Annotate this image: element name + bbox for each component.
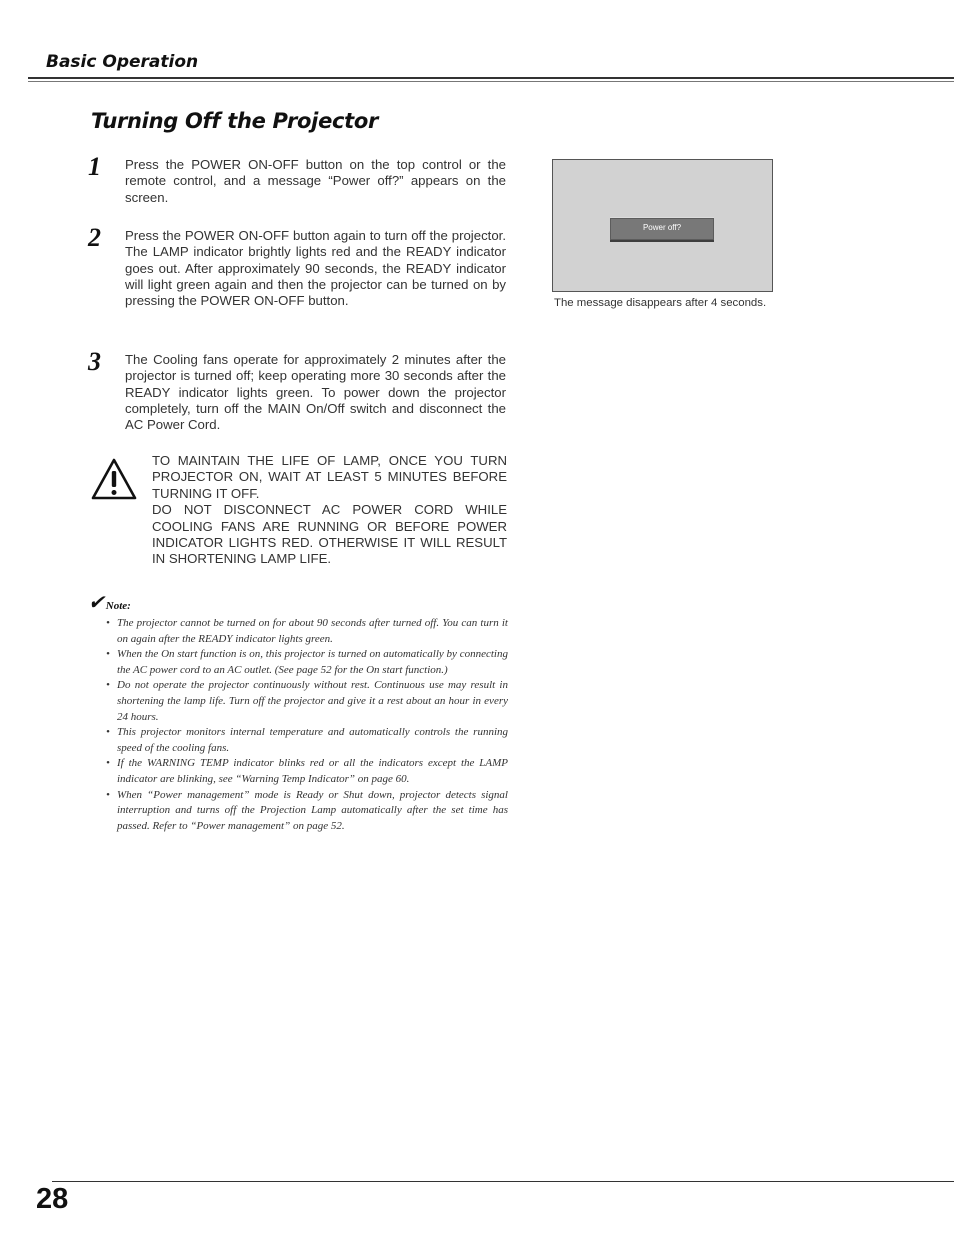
footer-rule <box>52 1181 954 1182</box>
note-list <box>104 616 508 834</box>
note-item-text: When the On start function is on, this projector is turned on automatically by connecting the AC power cord to an AC outlet. (See page 52 for the On start function.) <box>117 648 508 676</box>
warning-line-2: DO NOT DISCONNECT AC POWER CORD WHILE COOLING FANS ARE RUNNING OR BEFORE POWER INDICATOR LIGHTS RED. OTHERWISE IT WILL RESULT IN SHORTENING LAMP LIFE. <box>152 502 507 567</box>
list-item <box>104 788 508 835</box>
bullet-icon: • <box>106 757 110 770</box>
step-number-3: 3 <box>88 347 101 376</box>
note-item-text: Do not operate the projector continuously without rest. Continuous use may result in shortening the lamp life. Turn off the projector and give it a rest about an hour in every 24 hours. <box>117 679 508 723</box>
screen-caption: The message disappears after 4 seconds. <box>554 297 767 309</box>
bullet-icon: • <box>106 648 110 661</box>
step-number-2: 2 <box>88 223 101 252</box>
warning-text <box>152 453 507 568</box>
page-number: 28 <box>36 1183 69 1215</box>
note-label: Note: <box>105 600 131 612</box>
step-text-1: Press the POWER ON-OFF button on the top control or the remote control, and a message “Power off?” appears on the screen. <box>125 157 506 205</box>
header-rule-thin <box>28 81 954 82</box>
list-item <box>104 647 508 678</box>
bullet-icon: • <box>106 788 110 801</box>
header-rule <box>28 77 954 79</box>
note-heading <box>88 590 131 615</box>
list-item <box>104 678 508 725</box>
screen-illustration <box>552 159 773 292</box>
warning-line-1: TO MAINTAIN THE LIFE OF LAMP, ONCE YOU TURN PROJECTOR ON, WAIT AT LEAST 5 MINUTES BEFORE TURNING IT OFF. <box>152 453 507 501</box>
warning-triangle-icon <box>90 457 138 501</box>
page-title: Turning Off the Projector <box>91 109 379 133</box>
list-item <box>104 725 508 756</box>
checkmark-icon: ✔ <box>88 592 105 614</box>
bullet-icon: • <box>106 679 110 692</box>
step-text-3: The Cooling fans operate for approximately 2 minutes after the projector is turned off; keep operating more 30 seconds after the READY indicator lights green. To power down the projector completely, turn off the MAIN On/Off switch and disconnect the AC Power Cord. <box>125 352 506 433</box>
section-header: Basic Operation <box>46 52 199 72</box>
note-item-text: This projector monitors internal temperature and automatically controls the running speed of the cooling fans. <box>117 726 508 754</box>
step-text-2: Press the POWER ON-OFF button again to turn off the projector. The LAMP indicator brightly lights red and the READY indicator goes out. After approximately 90 seconds, the READY indicator will light green again and then the projector can be turned on by pressing the POWER ON-OFF button. <box>125 228 506 309</box>
note-item-text: When “Power management” mode is Ready or Shut down, projector detects signal interruption and turns off the Projection Lamp automatically after the set time has passed. Refer to “Power management” on page 52. <box>117 788 508 832</box>
list-item <box>104 616 508 647</box>
note-item-text: If the WARNING TEMP indicator blinks red or all the indicators except the LAMP indicator are blinking, see “Warning Temp Indicator” on page 60. <box>117 757 508 785</box>
bullet-icon: • <box>106 617 110 629</box>
bullet-icon: • <box>106 726 110 739</box>
step-number-1: 1 <box>88 152 101 181</box>
power-off-message-box: Power off? <box>610 217 714 242</box>
note-item-text: The projector cannot be turned on for about 90 seconds after turned off. You can turn it on again after the READY indicator lights green. <box>117 617 508 645</box>
list-item <box>104 756 508 787</box>
